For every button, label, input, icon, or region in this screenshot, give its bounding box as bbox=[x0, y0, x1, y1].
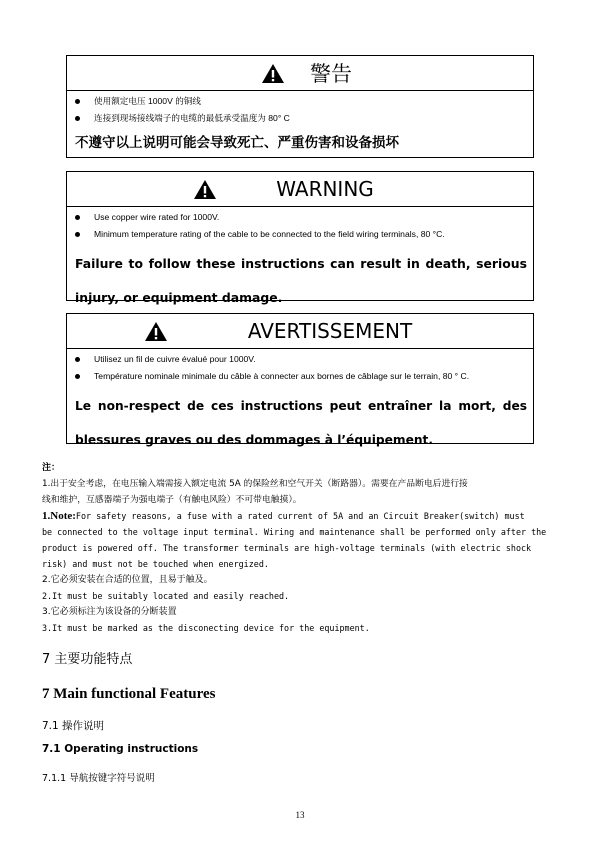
warning-header bbox=[67, 56, 533, 91]
warning-box-cn bbox=[66, 55, 534, 158]
list-item: Température nominale minimale du câble à connecter aux bornes de câblage sur le terrain, 80 ° C. bbox=[75, 368, 527, 385]
note-en-1-cont: product is powered off. The transformer terminals are high-voltage terminals (with electric shock bbox=[42, 543, 532, 553]
warning-header bbox=[67, 314, 533, 349]
note-cn-2: 2.它必须安装在合适的位置，且易于触及。 bbox=[42, 575, 213, 585]
page-number: 13 bbox=[295, 810, 305, 820]
bullet-dot bbox=[75, 357, 80, 362]
note-en-1-cont: risk) and must not be touched when energized. bbox=[42, 559, 269, 569]
list-item: 连接到现场接线端子的电缆的最低承受温度为 80° C bbox=[75, 110, 527, 127]
list-item: Minimum temperature rating of the cable to be connected to the field wiring terminals, 80 °C. bbox=[75, 226, 527, 243]
warning-title: WARNING bbox=[276, 177, 374, 201]
warning-title: AVERTISSEMENT bbox=[247, 319, 413, 343]
bullet-dot bbox=[75, 232, 80, 237]
bullet-dot bbox=[75, 374, 80, 379]
warning-paragraph: 不遵守以上说明可能会导致死亡、严重伤害和设备损坏 bbox=[75, 135, 399, 151]
warning-triangle-icon bbox=[193, 179, 217, 200]
warning-box-fr bbox=[66, 313, 534, 447]
note-cn-1-cont: 线和维护，互感器端子为强电端子（有触电风险）不可带电触摸）。 bbox=[42, 495, 302, 505]
note-cn-1: 1.出于安全考虑，在电压输入端需接入额定电流 5A 的保险丝和空气开关（断路器）。需要在产品断电后进行接 bbox=[42, 479, 468, 489]
warning-header bbox=[67, 172, 533, 207]
section-heading-cn: 7 主要功能特点 bbox=[42, 652, 133, 667]
notes-heading: 注： bbox=[42, 463, 61, 473]
note-en-2: 2.It must be suitably located and easily reached. bbox=[42, 591, 290, 601]
bullet-dot bbox=[75, 215, 80, 220]
note-cn-3: 3.它必须标注为该设备的分断装置 bbox=[42, 607, 177, 617]
list-item: Use copper wire rated for 1000V. bbox=[75, 209, 527, 226]
warning-box-en bbox=[66, 171, 534, 305]
subsubsection-heading-cn: 7.1.1 导航按键字符号说明 bbox=[42, 773, 155, 784]
note-en-1-cont: be connected to the voltage input terminal. Wiring and maintenance shall be performed only after the bbox=[42, 527, 547, 537]
list-item: 使用额定电压 1000V 的铜线 bbox=[75, 93, 527, 110]
note-en-3: 3.It must be marked as the disconecting device for the equipment. bbox=[42, 623, 370, 633]
section-heading-en: 7 Main functional Features bbox=[42, 686, 216, 702]
notes-section bbox=[42, 460, 560, 636]
warning-triangle-icon bbox=[261, 63, 285, 84]
warning-title: 警告 bbox=[310, 62, 352, 86]
subsection-heading-cn: 7.1 操作说明 bbox=[42, 720, 105, 732]
bullet-dot bbox=[75, 99, 80, 104]
warning-triangle-icon bbox=[144, 321, 168, 342]
warning-paragraph: Le non-respect de ces instructions peut entraîner la mort, des blessures graves ou des dommages à l’équipement. bbox=[75, 399, 527, 447]
subsection-heading-en: 7.1 Operating instructions bbox=[42, 743, 199, 755]
warning-paragraph: Failure to follow these instructions can result in death, serious injury, or equipment damage. bbox=[75, 256, 527, 305]
note-en-1: 1.Note:For safety reasons, a fuse with a rated current of 5A and an Circuit Breaker(switch) must bbox=[42, 510, 525, 522]
list-item: Utilisez un fil de cuivre évalué pour 1000V. bbox=[75, 351, 527, 368]
note-lead: 1.Note: bbox=[42, 510, 76, 522]
bullet-dot bbox=[75, 116, 80, 121]
